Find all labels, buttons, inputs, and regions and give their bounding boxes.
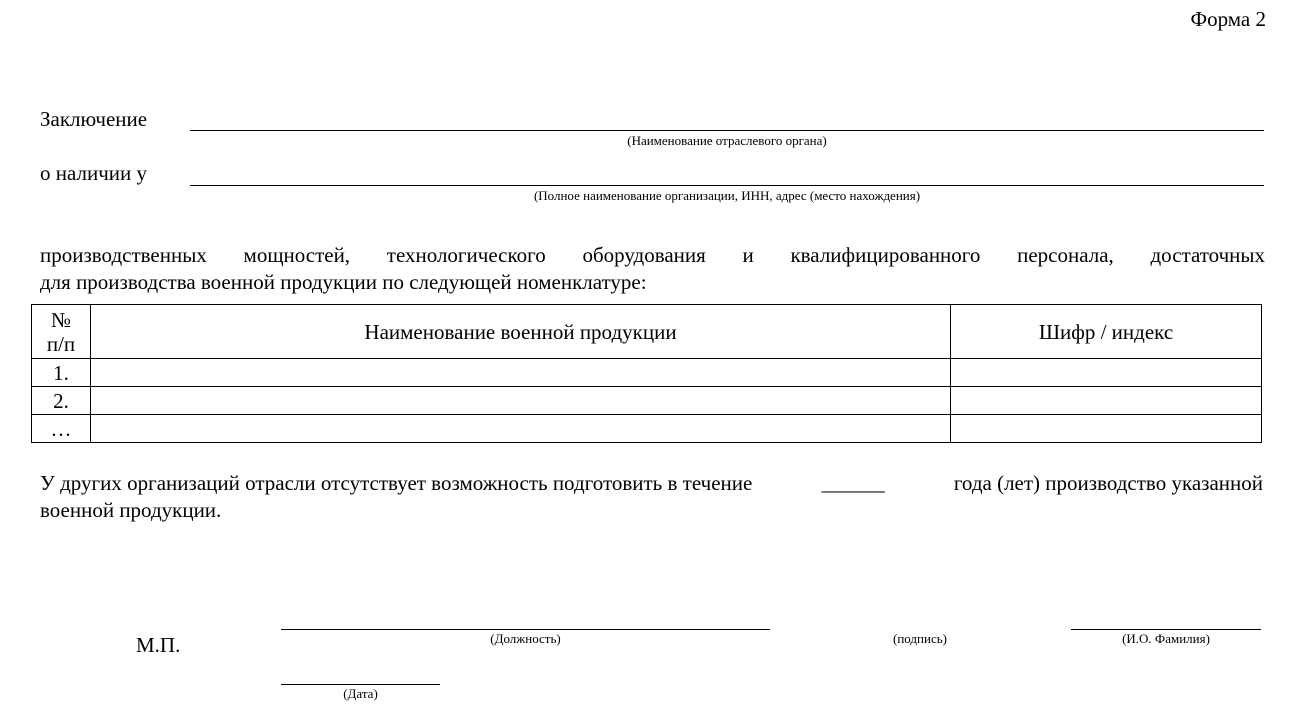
row-number: 1. [32, 359, 91, 387]
paragraph-word: оборудования [582, 243, 706, 267]
name-caption: (И.О. Фамилия) [1122, 631, 1210, 646]
note-text-b: года (лет) производство указанной [953, 471, 1263, 495]
paragraph-line-1 [40, 242, 1265, 268]
note-line-1 [40, 470, 1263, 496]
paragraph-word: мощностей, [243, 243, 351, 267]
organization-name-caption: (Полное наименование организации, ИНН, адрес (место нахождения) [533, 188, 921, 203]
paragraph-word: достаточных [1150, 243, 1265, 267]
organization-name-line[interactable] [190, 185, 1264, 186]
availability-label: о наличии у [40, 161, 147, 185]
header-product-name: Наименование военной продукции [91, 305, 951, 359]
position-line[interactable] [281, 629, 770, 630]
paragraph-word: технологического [386, 243, 546, 267]
product-name-cell[interactable] [91, 359, 951, 387]
row-number: … [32, 415, 91, 443]
paragraph-word: производственных [40, 243, 207, 267]
authority-name-caption: (Наименование отраслевого органа) [627, 133, 827, 148]
years-blank[interactable]: ______ [821, 471, 885, 495]
authority-name-line[interactable] [190, 130, 1264, 131]
conclusion-label: Заключение [40, 107, 148, 131]
product-name-cell[interactable] [91, 415, 951, 443]
name-line[interactable] [1071, 629, 1261, 630]
signature-caption: (подпись) [893, 631, 947, 646]
product-name-cell[interactable] [91, 387, 951, 415]
stamp-place: М.П. [136, 633, 181, 657]
products-table [31, 304, 1262, 443]
code-index-cell[interactable] [951, 415, 1262, 443]
paragraph-line-2: для производства военной продукции по следующей номенклатуре: [40, 270, 647, 294]
code-index-cell[interactable] [951, 359, 1262, 387]
note-line-2: военной продукции. [40, 498, 222, 522]
paragraph-word: персонала, [1017, 243, 1114, 267]
position-caption: (Должность) [490, 631, 561, 646]
paragraph-word: квалифицированного [790, 243, 981, 267]
table-row [32, 387, 1262, 415]
date-caption: (Дата) [343, 686, 378, 701]
table-row [32, 359, 1262, 387]
paragraph-word: и [742, 243, 754, 267]
header-number: № п/п [32, 305, 91, 359]
header-code-index: Шифр / индекс [951, 305, 1262, 359]
table-header-row [32, 305, 1262, 359]
row-number: 2. [32, 387, 91, 415]
form-label: Форма 2 [1190, 7, 1266, 31]
code-index-cell[interactable] [951, 387, 1262, 415]
table-row [32, 415, 1262, 443]
note-text-a: У других организаций отрасли отсутствует возможность подготовить в течение [40, 471, 753, 495]
date-line[interactable] [281, 684, 440, 685]
